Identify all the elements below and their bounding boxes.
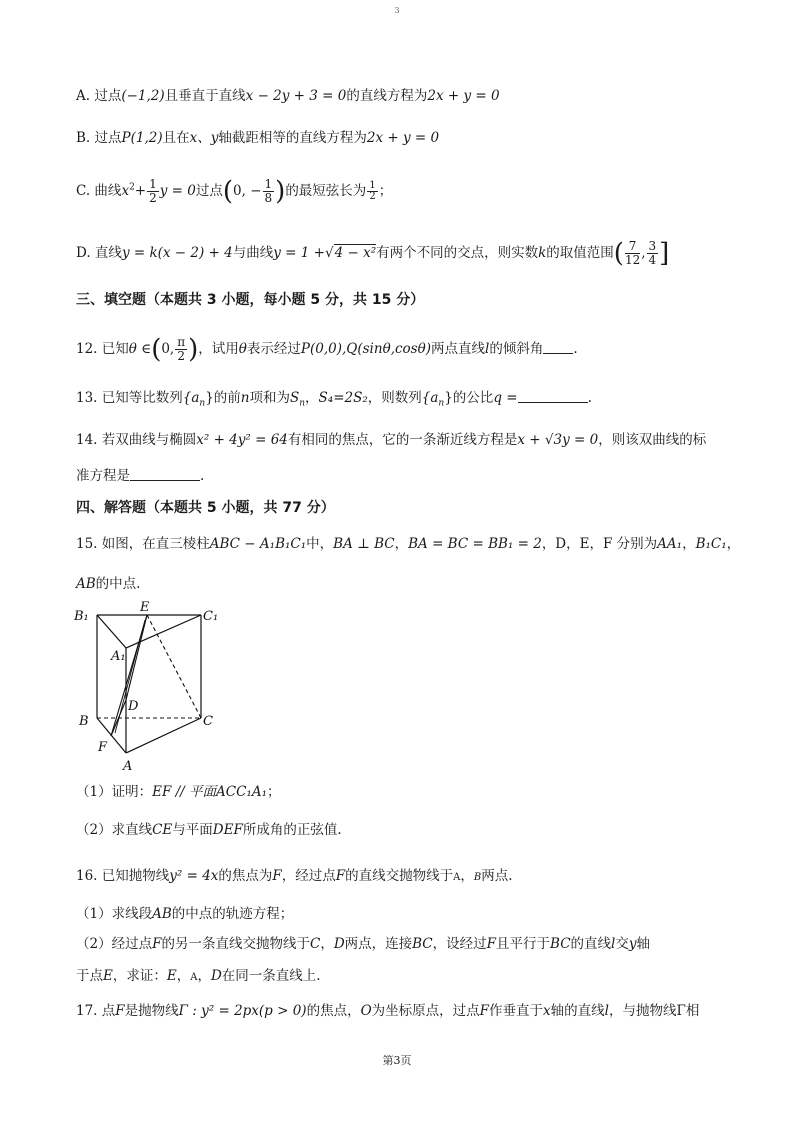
edge-a1-c1 [126, 615, 201, 648]
text: . [200, 468, 205, 484]
text: 的直线 [570, 936, 612, 952]
math: + [134, 183, 147, 199]
bracket-close: ] [659, 238, 670, 269]
math: A [453, 872, 461, 883]
question-16-part-1 [76, 904, 293, 924]
text: 于点 [76, 968, 103, 984]
text: D. 直线 [76, 245, 122, 261]
text: ， [320, 936, 334, 952]
subscript: n [299, 398, 306, 409]
text: 的最短弦长为 [285, 183, 367, 199]
text: 的取值范围 [546, 245, 614, 261]
question-15-part-2 [76, 820, 342, 840]
segment-e-d [126, 615, 147, 700]
text: 两点. [481, 868, 513, 884]
text: ，试用 [198, 341, 239, 357]
math: AA₁ [657, 536, 683, 552]
math: x² + 4y² = 64 [196, 432, 288, 448]
text: 16. 已知抛物线 [76, 868, 170, 884]
text: 准方程是 [76, 468, 130, 484]
math: x [121, 183, 130, 199]
text: 的另一条直线交抛物线于 [161, 936, 310, 952]
denominator: 2 [177, 349, 185, 363]
denominator: 2 [149, 191, 157, 205]
text: 有两个不同的交点，则实数 [376, 245, 539, 261]
text: A. 过点 [76, 88, 122, 104]
math: P(0,0),Q(sinθ,cosθ) [300, 341, 432, 357]
option-a [76, 86, 500, 106]
text: 与曲线 [232, 245, 274, 261]
math: CE [152, 822, 173, 838]
text: 作垂直于 [489, 1003, 544, 1019]
question-15-line-2 [76, 574, 140, 594]
numerator: 1 [149, 177, 157, 191]
bracket-open: ( [613, 238, 624, 269]
numerator: 1 [264, 177, 273, 191]
text: 的焦点， [306, 1003, 361, 1019]
text: ，与抛物线 [608, 1003, 677, 1019]
numerator: 7 [625, 240, 640, 254]
numerator: 1 [369, 180, 376, 191]
math: 2x + y = 0 [427, 88, 500, 104]
math: l [485, 341, 490, 357]
answer-blank[interactable] [130, 468, 200, 481]
text: ，则数列 [367, 390, 422, 406]
math: F [272, 868, 282, 884]
math: θ [238, 341, 247, 357]
text: . [573, 341, 578, 357]
question-14-line-2 [76, 466, 204, 486]
option-d: D. 直线y = k(x − 2) + 4与曲线y = 1 +√4 − x²有两个不同的交点，则实数k的取值范围( $\frac{7}{12}$ , $\frac{3}{4}$ ] [76, 238, 670, 269]
fraction [147, 178, 159, 205]
math: Γ : y² = 2px(p > 0) [178, 1003, 307, 1019]
option-b [76, 128, 439, 148]
question-16 [76, 866, 513, 888]
text: ，求证： [112, 968, 167, 984]
text: 轴 [636, 936, 651, 952]
text: 的倾斜角 [489, 341, 544, 357]
question-16-part-2-line-2 [76, 966, 321, 988]
text: 的焦点为 [218, 868, 273, 884]
edge-a-c [126, 718, 201, 753]
text: ， [394, 536, 409, 552]
text: （2）经过点 [76, 936, 153, 952]
math: B₁C₁ [695, 536, 727, 552]
segment-e-f-inner [115, 620, 145, 733]
text: （1）证明： [76, 784, 153, 800]
math: x + √3y = 0 [517, 432, 599, 448]
text: 且在 [162, 130, 190, 146]
question-12 [76, 336, 578, 363]
text: 是抛物线 [124, 1003, 179, 1019]
subscript: n [438, 398, 445, 409]
math: C [309, 936, 321, 952]
text: （2）求直线 [76, 822, 153, 838]
math: k [538, 245, 547, 261]
text: 两点直线 [431, 341, 486, 357]
math: ACC₁A₁ [216, 784, 267, 800]
text: 相 [685, 1003, 700, 1019]
denominator: 8 [264, 191, 273, 205]
math: 0, − [233, 183, 262, 199]
text: C. 曲线 [76, 183, 122, 199]
math: q = [493, 390, 518, 406]
label-b: B [79, 714, 89, 729]
math: 0, [161, 341, 175, 357]
math: n [240, 390, 250, 406]
math: y = 1 + [273, 245, 325, 261]
math: x [543, 1003, 551, 1019]
math: BC [550, 936, 571, 952]
math: {a [421, 390, 439, 406]
fraction [263, 178, 275, 205]
math: D [333, 936, 345, 952]
text: 14. 若双曲线与椭圆 [76, 432, 197, 448]
fraction [647, 240, 659, 267]
label-c1: C₁ [203, 609, 219, 624]
text: ，D，E，F 分别为 [541, 536, 658, 552]
page-number: 第3页 [382, 1054, 412, 1067]
math: E [103, 968, 113, 984]
segment-e-c [147, 615, 201, 718]
text: （1）求线段 [76, 906, 153, 922]
text: 12. 已知 [76, 341, 129, 357]
denominator: 4 [648, 253, 657, 267]
question-16-part-2 [76, 934, 650, 954]
math: E [166, 968, 177, 984]
denominator: 12 [624, 253, 641, 267]
text: 表示经过 [246, 341, 301, 357]
question-15-part-1 [76, 782, 280, 802]
fraction [367, 181, 377, 202]
answer-blank[interactable] [518, 390, 588, 403]
math: BA ⊥ BC [333, 536, 395, 552]
fraction [625, 240, 640, 267]
question-13 [76, 388, 592, 408]
math: l [611, 936, 616, 952]
paren-open: ( [151, 334, 162, 365]
math: AB [76, 576, 96, 592]
text: ， [726, 536, 741, 552]
text: 与平面 [172, 822, 213, 838]
math: F [115, 1003, 125, 1019]
text: ， [460, 868, 474, 884]
text: 15. 如图，在直三棱柱 [76, 536, 210, 552]
paren-open: ( [222, 176, 234, 207]
math: EF // 平面 [152, 784, 216, 800]
math: DEF [212, 822, 243, 838]
text: ，经过点 [281, 868, 336, 884]
text: ， [176, 968, 191, 984]
section-4-title: 四、解答题（本题共 5 小题，共 77 分） [76, 500, 335, 516]
prism-figure [70, 598, 230, 776]
math: D [210, 968, 222, 984]
top-marker: 3 [394, 6, 400, 15]
text: ，设经过 [432, 936, 487, 952]
math: x − 2y + 3 = 0 [245, 88, 347, 104]
text: 中， [306, 536, 334, 552]
paren-close: ) [275, 176, 286, 207]
math: Γ [676, 1003, 686, 1019]
math: y [628, 936, 637, 952]
label-a: A [123, 759, 133, 774]
text: . [587, 390, 592, 406]
text: 过点 [195, 183, 223, 199]
edge-b1-a1 [97, 615, 126, 648]
text: ， [197, 968, 211, 984]
text: ； [378, 183, 393, 199]
label-d: D [128, 699, 139, 714]
text: }的前 [205, 390, 241, 406]
text: 的直线交抛物线于 [345, 868, 454, 884]
math: y = 0 [159, 183, 196, 199]
math: F [152, 936, 162, 952]
math: x、y [189, 130, 219, 146]
text: 的中点. [95, 576, 141, 592]
denominator: 2 [369, 191, 376, 202]
text: 轴的直线 [550, 1003, 605, 1019]
text: ，则该双曲线的标 [598, 432, 707, 448]
math: B [473, 872, 482, 883]
text: 且垂直于直线 [164, 88, 246, 104]
math: O [360, 1003, 372, 1019]
subscript: n [199, 398, 206, 409]
math: F [486, 936, 497, 952]
label-f: F [98, 740, 108, 755]
math: y² = 4x [169, 868, 219, 884]
text: 为坐标原点，过点 [371, 1003, 480, 1019]
option-c [76, 178, 392, 205]
math: P(1,2) [121, 130, 163, 146]
sqrt-sign: √ [324, 245, 334, 261]
question-17 [76, 1001, 699, 1021]
math: l [604, 1003, 609, 1019]
text: 轴截距相等的直线方程为 [218, 130, 367, 146]
math: A [190, 972, 198, 983]
section-3-title: 三、填空题（本题共 3 小题，每小题 5 分，共 15 分） [76, 292, 425, 308]
label-a1: A₁ [111, 649, 126, 664]
math: y = k(x − 2) + 4 [121, 245, 233, 261]
numerator: π [177, 335, 186, 349]
text: ； [266, 784, 281, 800]
exponent: 2 [129, 182, 135, 193]
math: S [290, 390, 300, 406]
answer-blank[interactable] [543, 341, 573, 354]
numerator: 3 [648, 239, 657, 253]
text: 有相同的焦点，它的一条渐近线方程是 [287, 432, 518, 448]
math: F [479, 1003, 490, 1019]
question-15 [76, 534, 740, 554]
text: 所成角的正弦值. [242, 822, 342, 838]
math: BC [412, 936, 433, 952]
text: 两点，连接 [344, 936, 413, 952]
math: {a [182, 390, 200, 406]
question-14 [76, 430, 706, 450]
math: 4 − x² [334, 245, 377, 261]
math: S₄=2S₂ [318, 390, 368, 406]
math: ABC − A₁B₁C₁ [209, 536, 307, 552]
text: 13. 已知等比数列 [76, 390, 183, 406]
math: F [335, 868, 346, 884]
text: ， [305, 390, 319, 406]
paren-close: ) [188, 334, 199, 365]
math: 2x + y = 0 [366, 130, 440, 146]
text: 17. 点 [76, 1003, 116, 1019]
math: BA = BC = BB₁ = 2 [408, 536, 542, 552]
text: B. 过点 [76, 130, 122, 146]
text: 项和为 [249, 390, 290, 406]
label-b1: B₁ [74, 609, 89, 624]
text: }的公比 [444, 390, 494, 406]
label-c: C [203, 714, 213, 729]
text: 且平行于 [496, 936, 551, 952]
fraction [175, 336, 187, 363]
math: (−1,2) [121, 88, 165, 104]
math: θ ∈ [128, 341, 152, 357]
text: 的直线方程为 [346, 88, 428, 104]
math: AB [152, 906, 172, 922]
text: ， [682, 536, 696, 552]
text: 在同一条直线上. [221, 968, 321, 984]
text: 交 [615, 936, 629, 952]
text: 的中点的轨迹方程； [171, 906, 294, 922]
label-e: E [140, 600, 150, 615]
